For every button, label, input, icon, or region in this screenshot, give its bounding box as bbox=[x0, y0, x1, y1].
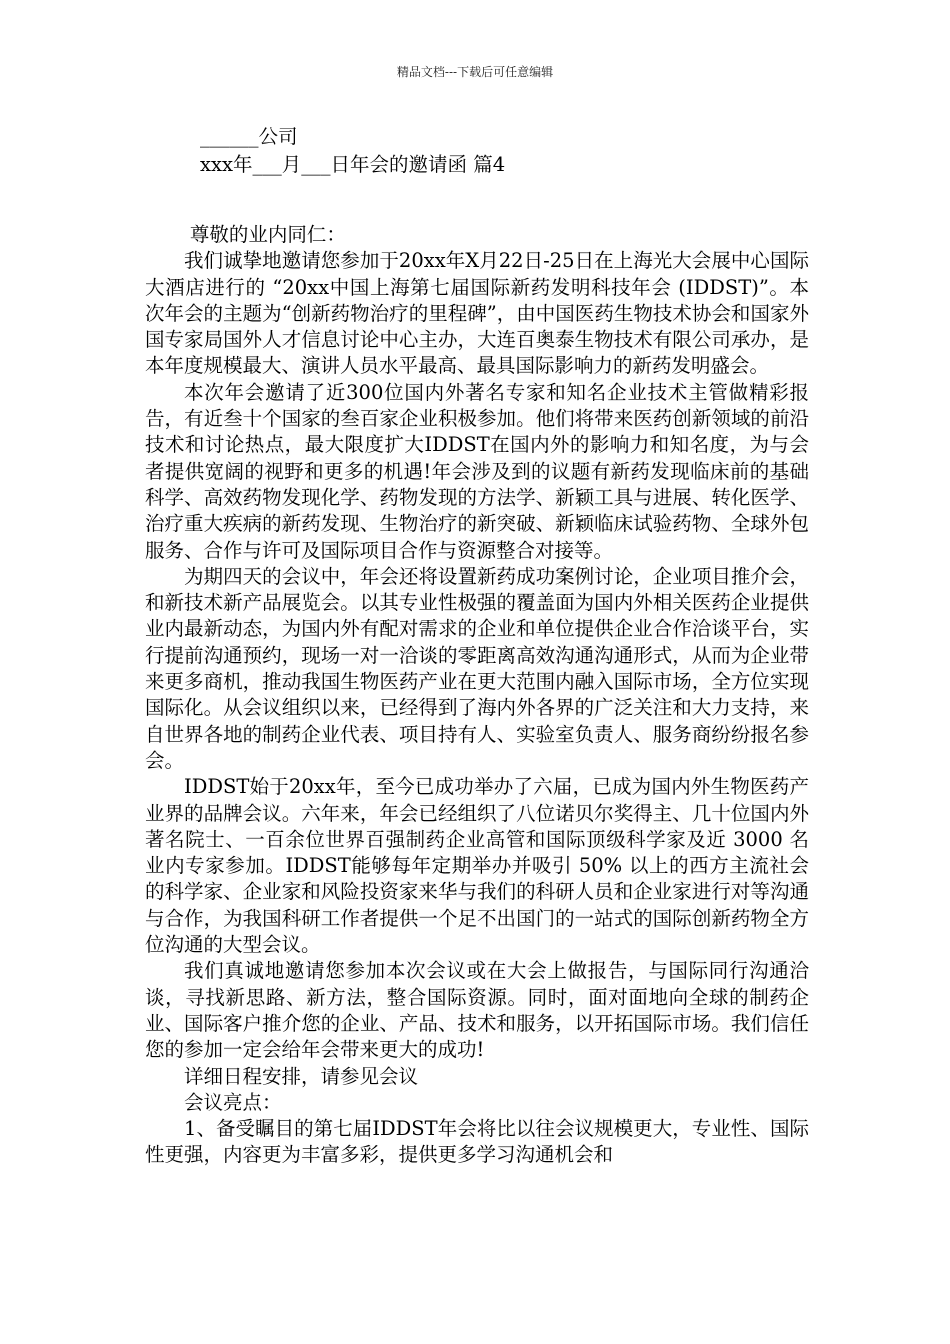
document-title: xxx年___月___日年会的邀请函 篇4 bbox=[200, 153, 506, 176]
paragraph-invitation: 我们诚挚地邀请您参加于20xx年X月22日-25日在上海光大会展中心国际大酒店进行的 “20xx中国上海第七届国际新药发明科技年会 (IDDST)”。本次年会的主题为“创新药物治疗的里程碑”，由中国医药生物技术协会和国家外国专家局国外人才信息讨论中心主办，大连百奥泰生物技术有限公司承办，是本年度规模最大、演讲人员水平最高、最具国际影响力的新药发明盛会。 bbox=[145, 249, 809, 378]
letter-body bbox=[145, 222, 809, 1169]
paragraph-highlight-1: 1、备受瞩目的第七届IDDST年会将比以往会议规模更大，专业性、国际性更强，内容更为丰富多彩，提供更多学习沟通机会和 bbox=[145, 1117, 809, 1167]
paragraph-program: 为期四天的会议中，年会还将设置新药成功案例讨论，企业项目推介会，和新技术新产品展览会。以其专业性极强的覆盖面为国内外相关医药企业提供业内最新动态，为国内外有配对需求的企业和单位提供企业合作洽谈平台，实行提前沟通预约，现场一对一洽谈的零距离高效沟通沟通形式，从而为企业带来更多商机，推动我国生物医药产业在更大范围内融入国际市场，全方位实现国际化。从会议组织以来，已经得到了海内外各界的广泛关注和大力支持，来自世界各地的制药企业代表、项目持有人、实验室负责人、服务商纷纷报名参会。 bbox=[145, 564, 809, 772]
page-header-note: 精品文档---下载后可任意编辑 bbox=[396, 65, 554, 79]
salutation: 尊敬的业内同仁： bbox=[189, 223, 346, 246]
paragraph-speakers: 本次年会邀请了近300位国内外著名专家和知名企业技术主管做精彩报告，有近叁十个国家的叁百家企业积极参加。他们将带来医药创新领域的前沿技术和讨论热点，最大限度扩大IDDST在国内外的影响力和知名度，为与会者提供宽阔的视野和更多的机遇!年会涉及到的议题有新药发现临床前的基础科学、高效药物发现化学、药物发现的方法学、新颖工具与进展、转化医学、治疗重大疾病的新药发现、生物治疗的新突破、新颖临床试验药物、全球外包服务、合作与许可及国际项目合作与资源整合对接等。 bbox=[145, 380, 809, 562]
paragraph-highlights-heading: 会议亮点： bbox=[184, 1090, 282, 1114]
company-line: ______公司 bbox=[200, 125, 298, 148]
paragraph-schedule: 详细日程安排，请参见会议 bbox=[184, 1064, 419, 1088]
paragraph-closing: 我们真诚地邀请您参加本次会议或在大会上做报告，与国际同行沟通洽谈，寻找新思路、新方法，整合国际资源。同时，面对面地向全球的制药企业、国际客户推介您的企业、产品、技术和服务，以开拓国际市场。我们信任您的参加一定会给年会带来更大的成功! bbox=[145, 959, 809, 1062]
paragraph-history: IDDST始于20xx年，至今已成功举办了六届，已成为国内外生物医药产业界的品牌会议。六年来，年会已经组织了八位诺贝尔奖得主、几十位国内外著名院士、一百余位世界百强制药企业高管和国际顶级科学家及近 3000 名业内专家参加。IDDST能够每年定期举办并吸引 50% 以上的西方主流社会的科学家、企业家和风险投资家来华与我们的科研人员和企业家进行对等沟通与合作，为我国科研工作者提供一个足不出国门的一站式的国际创新药物全方位沟通的大型会议。 bbox=[145, 775, 809, 957]
